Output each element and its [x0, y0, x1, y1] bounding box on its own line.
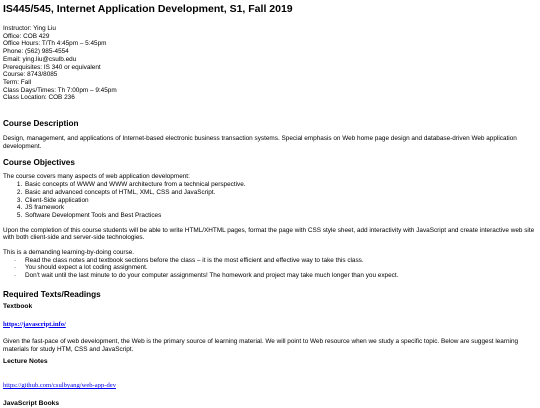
demanding-course-text: This is a demanding learning-by-doing course. — [3, 249, 135, 257]
office-line: Office: COB 429 — [3, 32, 50, 40]
email-line: Email: ying.liu@csulb.edu — [3, 55, 77, 63]
required-texts-heading: Required Texts/Readings — [3, 289, 101, 299]
instructor-line: Instructor: Ying Liu — [3, 25, 56, 32]
list-item: 4. JS framework — [24, 204, 537, 212]
lecture-notes-heading: Lecture Notes — [3, 358, 48, 366]
list-item: 1. Basic concepts of WWW and WWW architecture from a technical perspective. — [24, 181, 537, 189]
class-times-line: Class Days/Times: Th 7:00pm – 9:45pm — [3, 86, 117, 94]
bullet-text: You should expect a lot coding assignment. — [25, 264, 148, 272]
class-location-line: Class Location: COB 236 — [3, 94, 75, 102]
office-hours-line: Office Hours: T/Th 4:45pm – 5:45pm — [3, 40, 107, 48]
list-item — [3, 264, 537, 272]
course-number-line: Course: 8743/8085 — [3, 71, 58, 79]
expectations-list — [3, 257, 537, 280]
bullet-icon: · — [14, 256, 17, 264]
lecture-notes-link[interactable]: https://github.com/csulbyang/web-app-dev — [3, 382, 116, 390]
list-item — [3, 272, 537, 280]
course-description-heading: Course Description — [3, 119, 79, 129]
textbook-link[interactable]: https://javascript.info/ — [3, 320, 66, 328]
prerequisites-line: Prerequisites: IS 340 or equivalent — [3, 63, 101, 71]
completion-text: Upon the completion of this course students will be able to write HTML/XHTML pages, format the page with CSS style sheet, add interactivity with JavaScript and create interactive web site with both client-side and server-side technologies. — [3, 226, 535, 242]
page-title: IS445/545, Internet Application Development, S1, Fall 2019 — [3, 3, 293, 15]
bullet-text: Read the class notes and textbook sections before the class – it is the most efficient and effective way to take this class. — [25, 256, 364, 264]
javascript-books-heading: JavaScript Books — [3, 400, 60, 408]
phone-line: Phone: (562) 985-4554 — [3, 48, 69, 56]
bullet-text: Don't wait until the last minute to do your computer assignments! The homework and project may take much longer than you expect. — [25, 272, 399, 280]
list-item: 3. Client-Side application — [24, 197, 537, 205]
bullet-icon: · — [14, 272, 17, 280]
textbook-heading: Textbook — [3, 302, 33, 310]
bullet-icon: · — [14, 264, 17, 272]
objectives-list — [3, 181, 537, 220]
list-item — [3, 257, 537, 265]
objectives-intro: The course covers many aspects of web application development: — [3, 173, 190, 181]
course-description-text: Design, management, and applications of Internet-based electronic business transaction systems. Special emphasis on Web home page design and database-driven Web application development. — [3, 135, 517, 150]
course-objectives-heading: Course Objectives — [3, 158, 75, 168]
list-item: 5. Software Development Tools and Best Practices — [24, 212, 537, 220]
course-info-block — [3, 25, 537, 102]
list-item: 2. Basic and advanced concepts of HTML, XML, CSS and JavaScript. — [24, 189, 537, 197]
textbook-note: Given the fast-pace of web development, the Web is the primary source of learning material. We will point to Web resource when we study a specific topic. Below are suggest learning materials for study HTM, CSS and JavaScript. — [3, 337, 519, 353]
term-line: Term: Fall — [3, 78, 32, 86]
